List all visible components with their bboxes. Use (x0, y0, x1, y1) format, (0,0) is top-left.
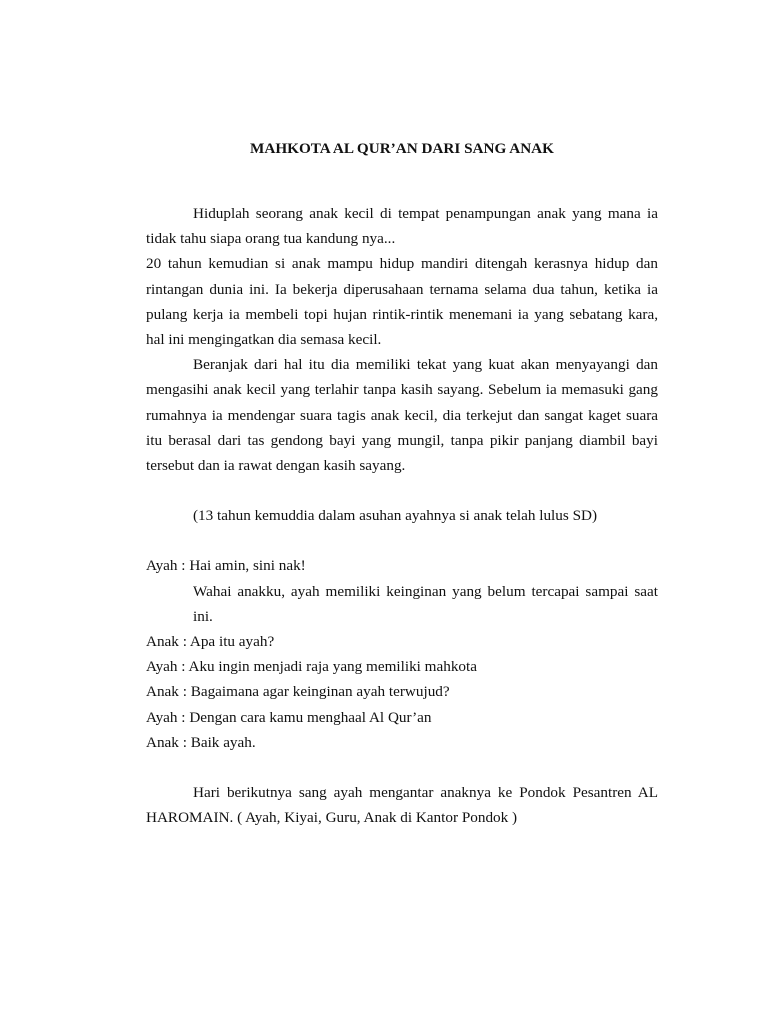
dialog-line: Anak : Apa itu ayah? (146, 633, 275, 651)
spacer (146, 755, 658, 780)
paragraph-intro: Hiduplah seorang anak kecil di tempat penampungan anak yang mana ia tidak tahu siapa orang tua kandung nya... (146, 205, 658, 248)
spacer (146, 528, 658, 553)
document-title: MAHKOTA AL QUR’AN DARI SANG ANAK (250, 140, 554, 157)
document-body (146, 136, 658, 830)
dialog-line: Anak : Baik ayah. (146, 733, 256, 751)
paragraph-next-day: Hari berikutnya sang ayah mengantar anaknya ke Pondok Pesantren AL HAROMAIN. ( Ayah, Kiyai, Guru, Anak di Kantor Pondok ) (146, 784, 658, 827)
stage-note: (13 tahun kemuddia dalam asuhan ayahnya si anak telah lulus SD) (193, 507, 598, 525)
dialog-line: Ayah : Hai amin, sini nak! (146, 557, 306, 575)
dialog-line: Ayah : Dengan cara kamu menghaal Al Qur’an (146, 708, 432, 726)
dialog-line: Anak : Bagaimana agar keinginan ayah terwujud? (146, 683, 450, 701)
paragraph-determination: Beranjak dari hal itu dia memiliki tekat yang kuat akan menyayangi dan mengasihi anak kecil yang terlahir tanpa kasih sayang. Sebelum ia memasuki gang rumahnya ia mendengar suara tagis anak kecil, dia terkejut dan sangat kaget suara itu berasal dari tas gendong bayi yang mungil, tanpa pikir panjang diambil bayi tersebut dan ia rawat dengan kasih sayang. (146, 356, 658, 475)
spacer (146, 161, 658, 201)
dialog-line: Ayah : Aku ingin menjadi raja yang memiliki mahkota (146, 658, 477, 676)
dialog-continuation: Wahai anakku, ayah memiliki keinginan yang belum tercapai sampai saat ini. (193, 582, 658, 625)
paragraph-twenty-years: 20 tahun kemudian si anak mampu hidup mandiri ditengah kerasnya hidup dan rintangan dunia ini. Ia bekerja diperusahaan ternama selama dua tahun, ketika ia pulang kerja ia membeli topi hujan rintik-rintik menemani ia yang sebatang kara, hal ini mengingatkan dia semasa kecil. (146, 255, 658, 349)
spacer (146, 478, 658, 503)
